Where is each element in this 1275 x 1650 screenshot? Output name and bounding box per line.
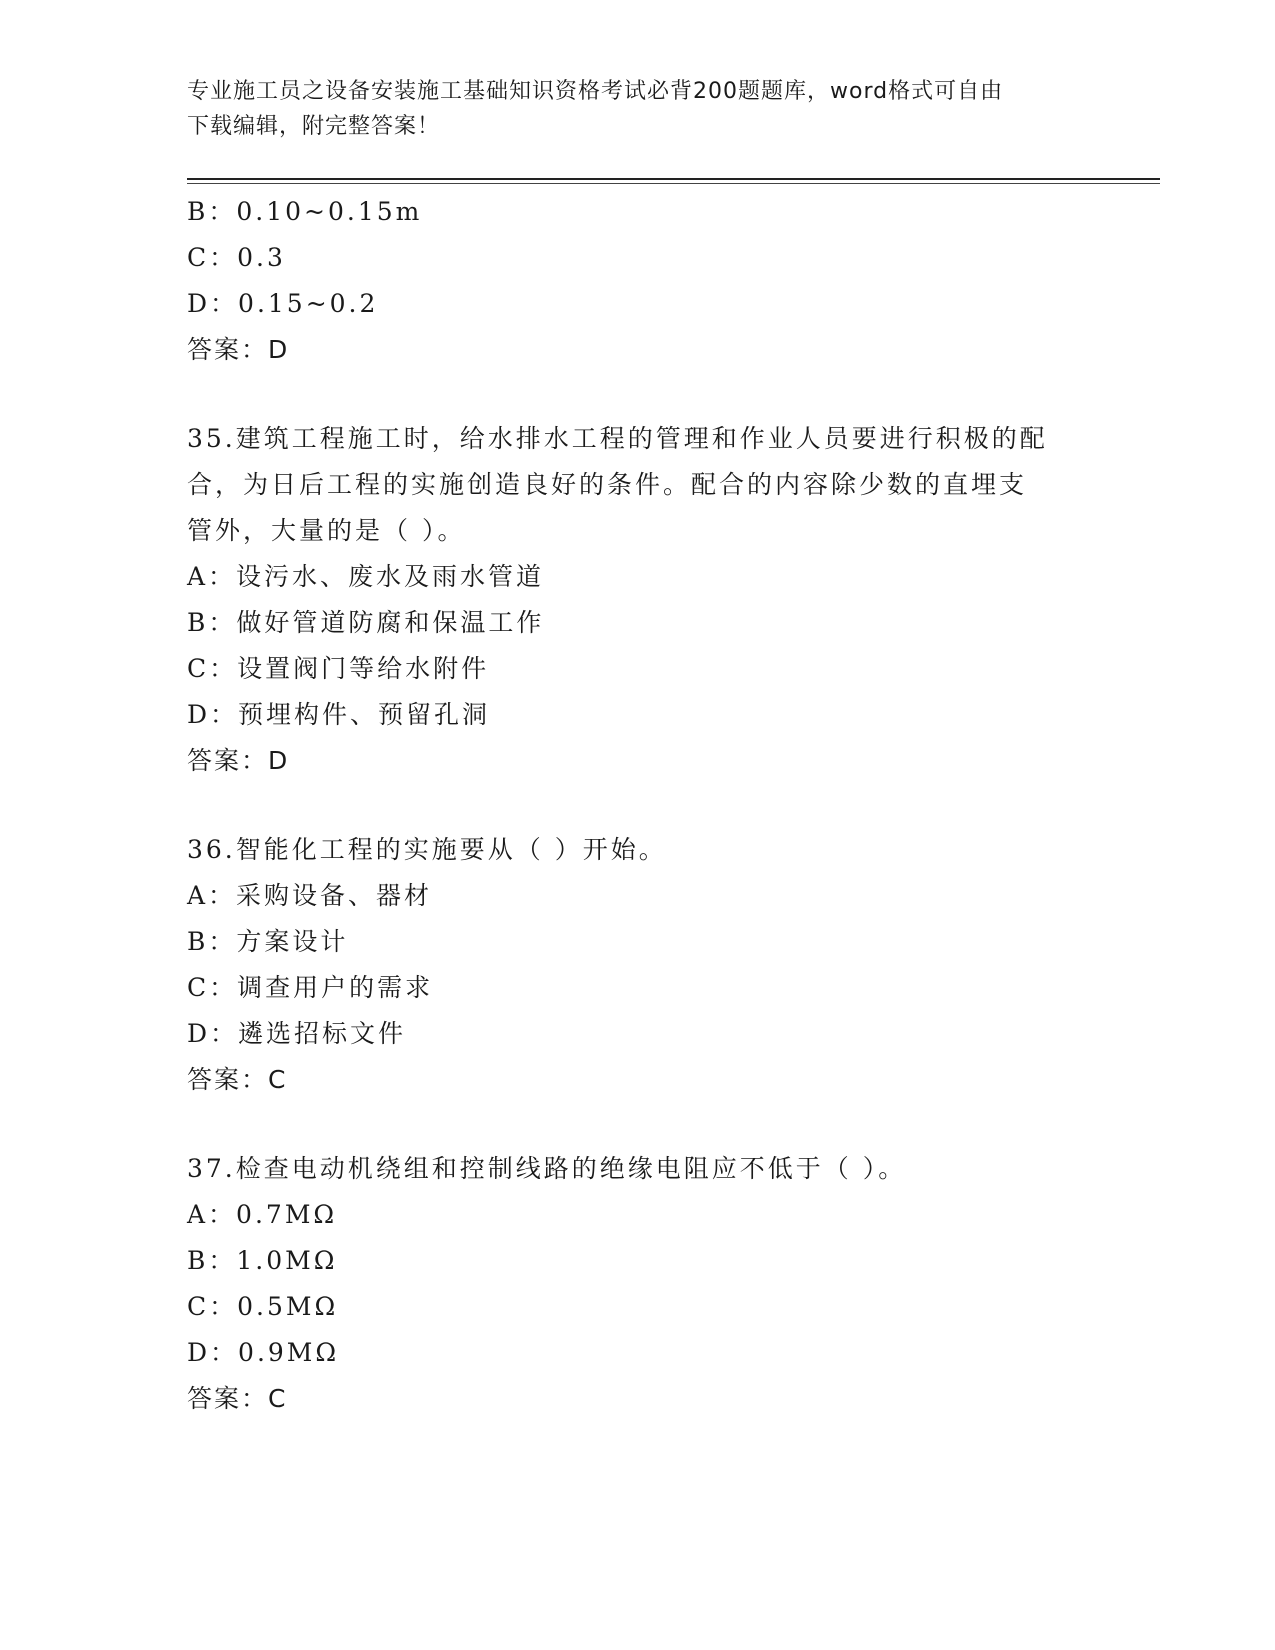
header-divider-thick [187,178,1160,180]
option-c: C：0.3 [187,243,286,272]
question-36 [187,827,1087,1103]
option-d: D：0.9MΩ [187,1338,340,1367]
header-title-line-2: 下载编辑，附完整答案！ [187,114,441,139]
document-header [187,74,1087,144]
option-d: D：0.15~0.2 [187,289,379,318]
question-34-tail [187,189,1087,373]
header-title-line-1: 专业施工员之设备安装施工基础知识资格考试必背200题题库，word格式可自由 [187,79,1004,104]
option-b: B：方案设计 [187,927,349,956]
option-a: A：0.7MΩ [187,1200,338,1229]
option-a: A：采购设备、器材 [187,881,433,910]
question-list [187,189,1087,1422]
option-c: C：设置阀门等给水附件 [187,654,490,683]
question-stem-line: 36.智能化工程的实施要从（ ）开始。 [187,835,667,864]
header-divider-thin [187,183,1160,184]
question-stem-line: 合，为日后工程的实施创造良好的条件。配合的内容除少数的直埋支 [187,470,1028,499]
option-a: A：设污水、废水及雨水管道 [187,562,545,591]
question-35 [187,416,1087,784]
spacer [187,1103,1087,1146]
spacer [187,784,1087,827]
option-c: C：调查用户的需求 [187,973,434,1002]
option-b: B：做好管道防腐和保温工作 [187,608,545,637]
option-b: B：1.0MΩ [187,1246,338,1275]
answer-line: 答案：D [187,335,290,364]
answer-line: 答案：C [187,1384,288,1413]
answer-line: 答案：D [187,746,290,775]
question-stem-line: 35.建筑工程施工时，给水排水工程的管理和作业人员要进行积极的配 [187,424,1048,453]
question-stem-line: 37.检查电动机绕组和控制线路的绝缘电阻应不低于（ ）。 [187,1154,907,1183]
option-d: D：预埋构件、预留孔洞 [187,700,491,729]
option-c: C：0.5MΩ [187,1292,339,1321]
option-d: D：遴选招标文件 [187,1019,407,1048]
question-37 [187,1146,1087,1422]
answer-line: 答案：C [187,1065,288,1094]
spacer [187,373,1087,416]
question-stem-line: 管外，大量的是（ ）。 [187,516,466,545]
option-b: B：0.10~0.15m [187,197,423,226]
